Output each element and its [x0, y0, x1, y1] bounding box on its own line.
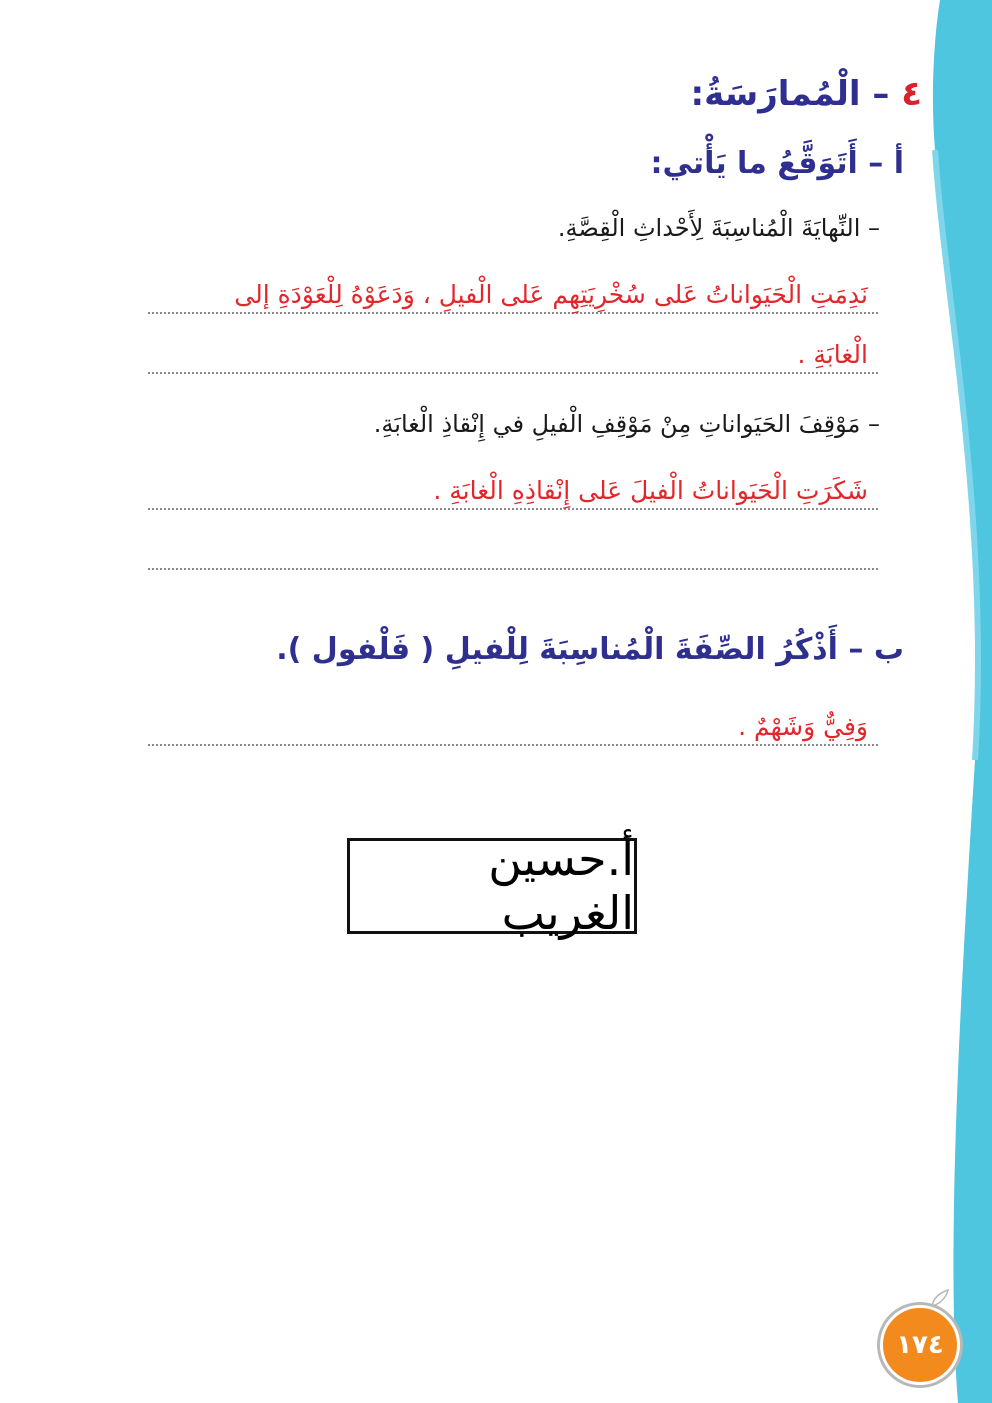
author-box [347, 832, 637, 940]
section-number: ٤ [901, 74, 922, 114]
part-b-answer: وَفِيٌّ وَشَهْمٌ . [738, 712, 868, 741]
author-name: أ.حسين الغريب [488, 832, 634, 940]
answer-line [148, 744, 878, 746]
answer-line [148, 372, 878, 374]
page-number: ١٧٤ [896, 1330, 944, 1360]
part-a-heading: أ – أَتَوَقَّعُ ما يَأْتي: [650, 146, 904, 181]
part-b-heading: ب – أَذْكُرُ الصِّفَةَ الْمُناسِبَةَ لِلْفيلِ ( فَلْفول ). [276, 632, 904, 667]
q2-answer-line1: شَكَرَتِ الْحَيَواناتُ الْفيلَ عَلى إِنْقاذِهِ الْغابَةِ . [433, 476, 868, 505]
page-number-badge [880, 1305, 960, 1385]
q1-answer-line1: نَدِمَتِ الْحَيَواناتُ عَلى سُخْرِيَتِهِم عَلى الْفيلِ ، وَدَعَوْهُ لِلْعَوْدَةِ إلى [234, 280, 868, 309]
answer-line [148, 568, 878, 570]
answer-line [148, 508, 878, 510]
section-title: – الْمُمارَسَةُ: [690, 74, 890, 114]
answer-line [148, 312, 878, 314]
q2-prompt: – مَوْقِفَ الحَيَواناتِ مِنْ مَوْقِفِ الْفيلِ في إِنْقاذِ الْغابَةِ. [373, 410, 880, 438]
q1-answer-line2: الْغابَةِ . [797, 340, 868, 369]
section-heading [691, 74, 922, 114]
q1-prompt: – النِّهايَةَ الْمُناسِبَةَ لِأَحْداثِ الْقِصَّةِ. [557, 214, 880, 242]
